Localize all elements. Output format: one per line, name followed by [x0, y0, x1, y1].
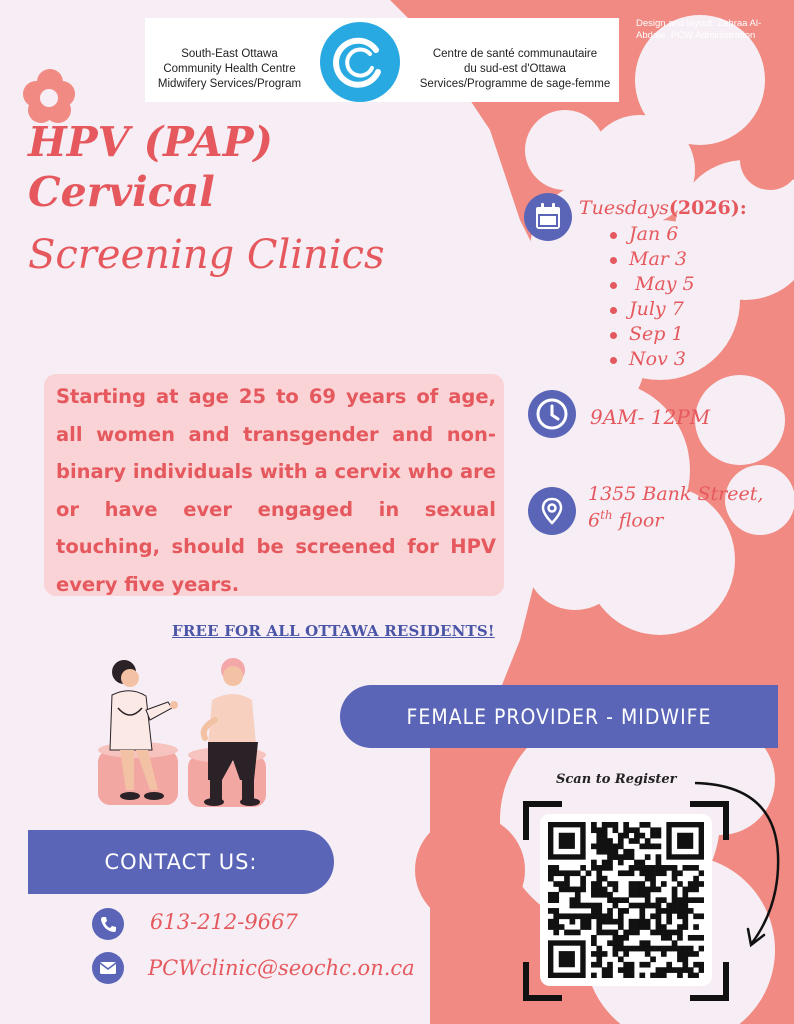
clock-icon: [528, 390, 576, 438]
org-name-english: [147, 47, 312, 92]
title-line-2: Cervical: [28, 168, 215, 216]
list-item: Sep 1: [610, 322, 695, 347]
schedule-label: Tuesdays: [579, 197, 669, 219]
org-fr-line: Centre de santé communautaire: [432, 48, 598, 60]
org-fr-line: du sud-est d'Ottawa: [464, 63, 566, 75]
phone-number[interactable]: 613-212-9667: [150, 910, 298, 934]
contact-us-heading: CONTACT US:: [28, 830, 334, 894]
title-line-3: Screening Clinics: [28, 232, 385, 278]
eligibility-text: Starting at age 25 to 69 years of age, all women and transgender and non-binary individuals with a cervix who are or have ever engaged in sexual touching, should be screened for HPV every five years.: [56, 385, 496, 596]
location-pin-icon: [528, 487, 576, 535]
org-name-french: [410, 47, 620, 92]
free-banner: FREE FOR ALL OTTAWA RESIDENTS!: [172, 622, 495, 640]
org-en-line: Community Health Centre: [163, 63, 296, 75]
doctor-patient-illustration: [90, 650, 275, 825]
address-street: 1355 Bank Street,: [588, 483, 764, 505]
female-provider-banner: FEMALE PROVIDER - MIDWIFE: [340, 685, 778, 748]
envelope-icon: [92, 952, 124, 984]
list-item: Jan 6: [610, 222, 695, 247]
address-floor: 6th floor: [588, 508, 664, 532]
schedule-year: (2026):: [668, 197, 747, 219]
calendar-icon: [524, 193, 572, 241]
clinic-hours: 9AM- 12PM: [590, 405, 711, 429]
schedule-heading: [579, 197, 747, 219]
email-address[interactable]: PCWclinic@seochc.on.ca: [148, 956, 415, 980]
org-fr-line: Services/Programme de sage-femme: [419, 78, 611, 90]
qr-code[interactable]: [548, 822, 704, 978]
list-item: May 5: [610, 272, 695, 297]
list-item: Nov 3: [610, 347, 695, 372]
phone-icon: [92, 908, 124, 940]
seochc-logo-icon: [318, 20, 402, 104]
org-en-line: Midwifery Services/Program: [157, 78, 302, 90]
clinic-address: [588, 484, 763, 531]
scan-to-register-label: Scan to Register: [556, 772, 677, 787]
org-en-line: South-East Ottawa: [181, 48, 278, 60]
flower-icon: [23, 69, 75, 123]
list-item: Mar 3: [610, 247, 695, 272]
clinic-dates-list: [610, 222, 695, 372]
list-item: July 7: [610, 297, 695, 322]
design-credit: Design and layout: Zahraa Al-Abdale, PCW Administration: [636, 18, 762, 41]
title-line-1: HPV (PAP): [28, 118, 273, 166]
